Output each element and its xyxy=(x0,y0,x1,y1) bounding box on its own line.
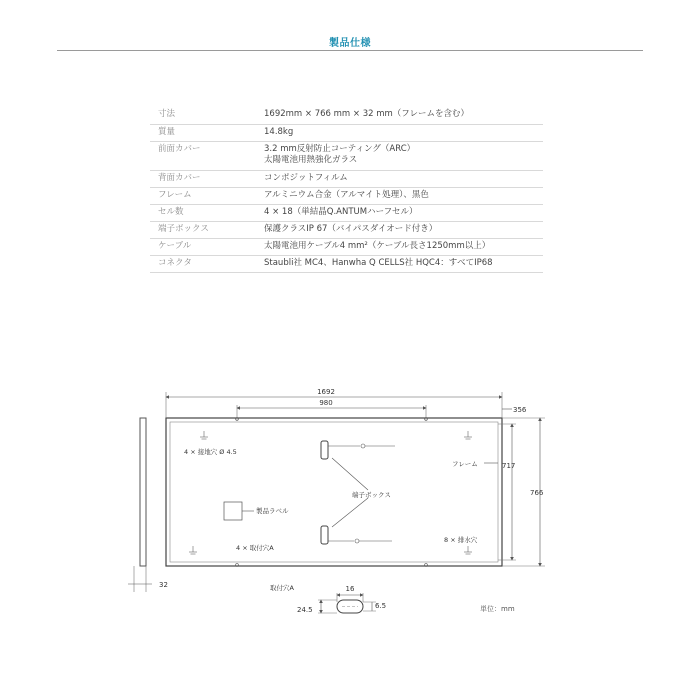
spec-value: Staubli社 MC4、Hanwha Q CELLS社 HQC4：すべてIP68 xyxy=(264,257,493,268)
spec-label: 質量 xyxy=(158,126,176,137)
spec-value: コンポジットフィルム xyxy=(264,172,348,183)
side-profile xyxy=(140,418,146,566)
product-label-text: 製品ラベル xyxy=(256,507,289,515)
technical-drawing xyxy=(0,370,700,630)
ground-symbol-icon xyxy=(464,546,472,554)
detail-title: 取付穴A xyxy=(270,584,294,592)
dim-thickness-label: 32 xyxy=(159,581,168,589)
spec-value: 太陽電池用ケーブル4 mm²（ケーブル長さ1250mm以上） xyxy=(264,240,491,251)
spec-label: 前面カバー xyxy=(158,143,201,154)
title-divider xyxy=(57,50,643,51)
spec-label: セル数 xyxy=(158,206,184,217)
spec-value xyxy=(264,141,543,170)
page-title: 製品仕様 xyxy=(329,38,371,49)
spec-row-dimensions xyxy=(150,107,543,124)
ground-symbol-icon xyxy=(464,431,472,439)
spec-label: コネクタ xyxy=(158,257,192,268)
junction-box-lower xyxy=(321,526,328,544)
frame-label: フレーム xyxy=(452,460,478,468)
spec-value: 14.8kg xyxy=(264,126,294,137)
dim-edge-offset-label: 356 xyxy=(513,406,527,414)
detail-height-label: 24.5 xyxy=(297,606,313,614)
spec-row-connector xyxy=(150,255,543,272)
spec-value-line: 太陽電池用熱強化ガラス xyxy=(264,154,358,165)
spec-row-back-cover xyxy=(150,170,543,187)
ground-holes-label: 4 × 接地穴 Ø 4.5 xyxy=(184,448,237,456)
spec-value: 4 × 18（単結晶Q.ANTUMハーフセル） xyxy=(264,206,418,217)
spec-row-weight xyxy=(150,124,543,141)
spec-label: 端子ボックス xyxy=(158,223,209,234)
unit-label: 単位：mm xyxy=(480,605,515,613)
spec-value: 1692mm × 766 mm × 32 mm（フレームを含む） xyxy=(264,109,469,119)
spec-label: 寸法 xyxy=(158,109,176,119)
junction-box-label: 端子ボックス xyxy=(352,491,391,499)
spec-value: 保護クラスIP 67（バイパスダイオード付き） xyxy=(264,223,438,234)
dim-hole-spacing-label: 980 xyxy=(319,399,333,407)
product-label-box xyxy=(224,502,242,520)
ground-symbol-icon xyxy=(200,431,208,439)
spec-label: 背面カバー xyxy=(158,172,201,183)
detail-width-label: 16 xyxy=(345,585,355,593)
drain-holes-label: 8 × 排水穴 xyxy=(444,536,478,544)
detail-slot-label: 6.5 xyxy=(375,602,387,610)
spec-value: アルミニウム合金（アルマイト処理）、黒色 xyxy=(264,189,429,200)
spec-label: フレーム xyxy=(158,189,192,200)
spec-row-cells xyxy=(150,204,543,221)
dim-hole-vertical-label: 717 xyxy=(502,462,516,470)
spec-row-cable xyxy=(150,238,543,255)
dim-height-label: 766 xyxy=(530,489,544,497)
spec-table xyxy=(150,107,543,273)
spec-value-line: 3.2 mm反射防止コーティング（ARC） xyxy=(264,143,416,154)
junction-box-upper xyxy=(321,441,328,459)
dim-width-label: 1692 xyxy=(317,388,335,396)
spec-row-junction-box xyxy=(150,221,543,238)
spec-row-frame xyxy=(150,187,543,204)
mount-holes-label: 4 × 取付穴A xyxy=(236,544,274,552)
ground-symbol-icon xyxy=(189,546,197,554)
spec-row-front-cover xyxy=(150,141,543,170)
spec-label: ケーブル xyxy=(158,240,192,251)
